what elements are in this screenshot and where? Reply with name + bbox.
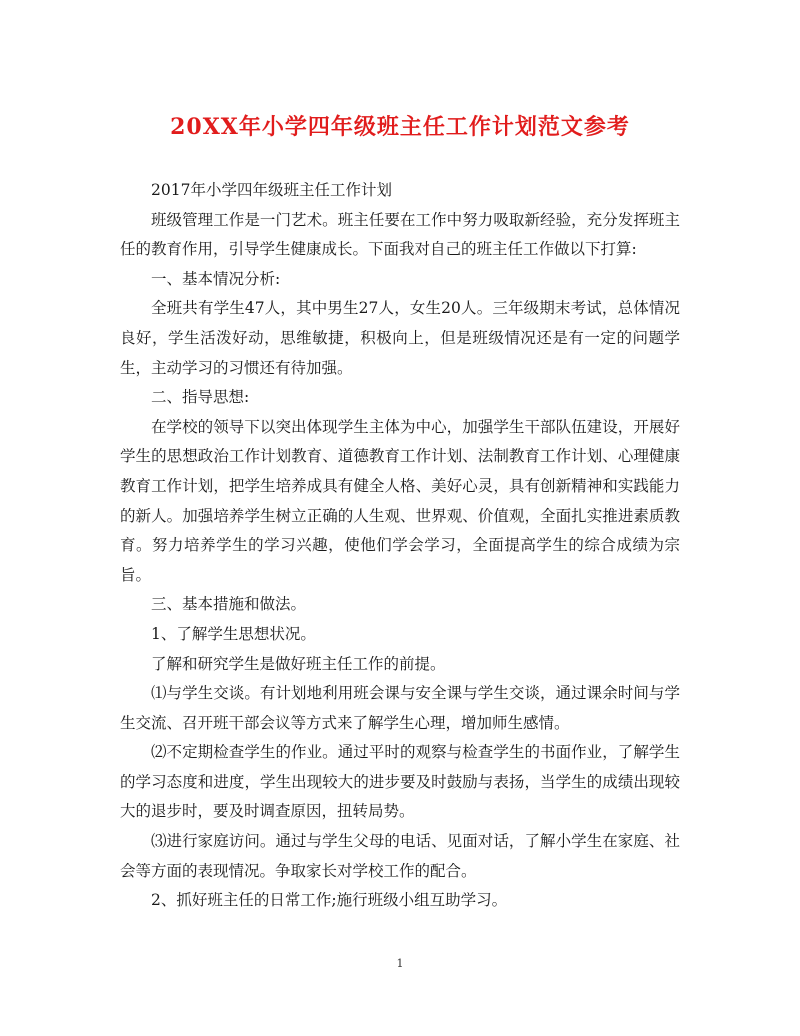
paragraph-plan-heading: 2017年小学四年级班主任工作计划 [151, 181, 392, 199]
section-heading-measures: 三、基本措施和做法。 [151, 595, 307, 614]
page-number: 1 [396, 957, 404, 970]
document-body [120, 176, 680, 916]
paragraph-intro: 班级管理工作是一门艺术。班主任要在工作中努力吸取新经验，充分发挥班主任的教育作用，引导学生健康成长。下面我对自己的班主任工作做以下打算: [120, 210, 680, 259]
paragraph-check-homework: ⑵不定期检查学生的作业。通过平时的观察与检查学生的书面作业，了解学生的学习态度和进度，学生出现较大的进步要及时鼓励与表扬，当学生的成绩出现较大的退步时，要及时调查原因，扭转局势。 [120, 743, 680, 821]
subheading-understand-students: 1、了解学生思想状况。 [151, 624, 316, 643]
paragraph-talk-with-students: ⑴与学生交谈。有计划地利用班会课与安全课与学生交谈，通过课余时间与学生交流、召开班干部会议等方式来了解学生心理，增加师生感情。 [120, 684, 680, 732]
section-heading-basic-situation: 一、基本情况分析: [151, 269, 281, 288]
subheading-daily-work: 2、抓好班主任的日常工作;施行班级小组互助学习。 [151, 891, 508, 910]
paragraph-premise: 了解和研究学生是做好班主任工作的前提。 [151, 654, 446, 673]
paragraph-guiding-idea: 在学校的领导下以突出体现学生主体为中心，加强学生干部队伍建设，开展好学生的思想政治工作计划教育、道德教育工作计划、法制教育工作计划、心理健康教育工作计划，把学生培养成具有健全人格、美好心灵，具有创新精神和实践能力的新人。加强培养学生树立正确的人生观、世界观、价值观，全面扎实推进素质教育。努力培养学生的学习兴趣，使他们学会学习，全面提高学生的综合成绩为宗旨。 [120, 417, 680, 584]
document-title: 20XX年小学四年级班主任工作计划范文参考 [170, 114, 630, 140]
paragraph-basic-situation: 全班共有学生47人，其中男生27人，女生20人。三年级期末考试，总体情况良好，学生活泼好动，思维敏捷，积极向上，但是班级情况还是有一定的问题学生，主动学习的习惯还有待加强。 [120, 299, 680, 377]
paragraph-home-visits: ⑶进行家庭访问。通过与学生父母的电话、见面对话，了解小学生在家庭、社会等方面的表现情况。争取家长对学校工作的配合。 [120, 832, 680, 880]
section-heading-guiding-idea: 二、指导思想: [151, 388, 250, 407]
